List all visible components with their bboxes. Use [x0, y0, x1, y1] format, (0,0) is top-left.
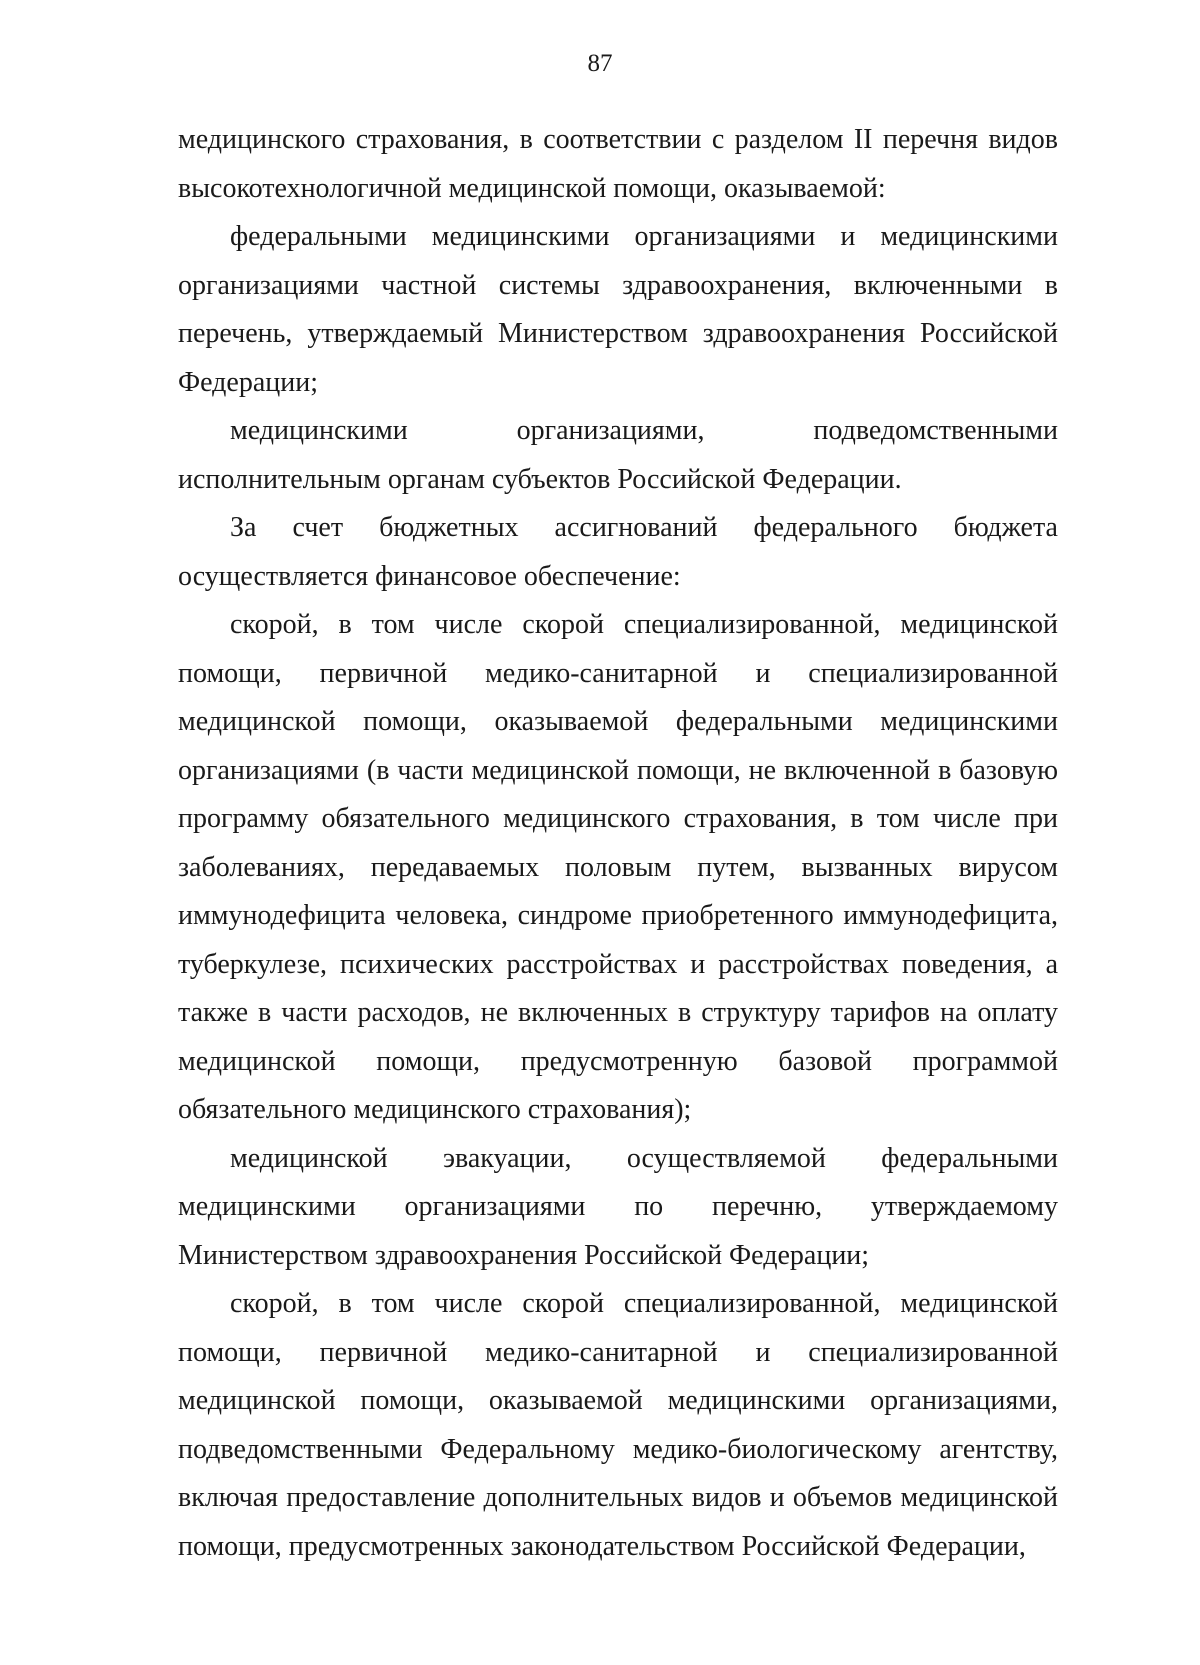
paragraph-3: медицинскими организациями, подведомственными исполнительным органам субъектов Российской Федерации. — [178, 415, 1058, 495]
page-number: 87 — [587, 50, 613, 77]
paragraph-2: федеральными медицинскими организациями и медицинскими организациями частной системы здравоохранения, включенными в перечень, утверждаемый Министерством здравоохранения Российской Федерации; — [178, 221, 1058, 398]
document-body — [178, 116, 1058, 1571]
paragraph-5: скорой, в том числе скорой специализированной, медицинской помощи, первичной медико-санитарной и специализированной медицинской помощи, оказываемой федеральными медицинскими организациями (в части медицинской помощи, не включенной в базовую программу обязательного медицинского страхования, в том числе при заболеваниях, передаваемых половым путем, вызванных вирусом иммунодефицита человека, синдроме приобретенного иммунодефицита, туберкулезе, психических расстройствах и расстройствах поведения, а также в части расходов, не включенных в структуру тарифов на оплату медицинской помощи, предусмотренную базовой программой обязательного медицинского страхования); — [178, 609, 1058, 1125]
paragraph-4: За счет бюджетных ассигнований федерального бюджета осуществляется финансовое обеспечение: — [178, 512, 1058, 592]
paragraph-7: скорой, в том числе скорой специализированной, медицинской помощи, первичной медико-санитарной и специализированной медицинской помощи, оказываемой медицинскими организациями, подведомственными Федеральному медико-биологическому агентству, включая предоставление дополнительных видов и объемов медицинской помощи, предусмотренных законодательством Российской Федерации, — [178, 1288, 1058, 1562]
paragraph-6: медицинской эвакуации, осуществляемой федеральными медицинскими организациями по перечню, утверждаемому Министерством здравоохранения Российской Федерации; — [178, 1142, 1058, 1271]
paragraph-1: медицинского страхования, в соответствии с разделом II перечня видов высокотехнологичной медицинской помощи, оказываемой: — [178, 124, 1058, 204]
